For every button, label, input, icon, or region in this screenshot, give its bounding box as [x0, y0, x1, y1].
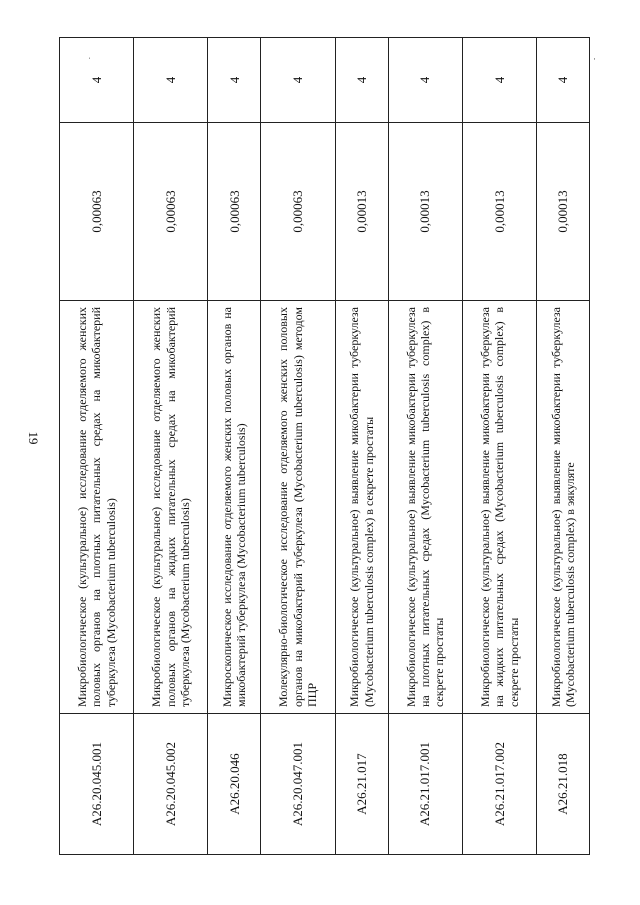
service-code: A26.21.017.002	[462, 714, 536, 855]
service-multiplicity: 4	[335, 38, 388, 123]
frequency-coefficient: 0,00013	[462, 123, 536, 301]
services-table	[59, 37, 590, 855]
service-code: A26.20.045.001	[60, 714, 134, 855]
table-row	[537, 38, 590, 855]
service-description: Микробиологическое (культуральное) исследование отделяемого женских половых органов на плотных питательных средах на микобактерий туберкулеза (Mycobacterium tuberculosis)	[60, 301, 134, 714]
table-row	[60, 38, 134, 855]
frequency-coefficient: 0,00063	[60, 123, 134, 301]
service-multiplicity: 4	[537, 38, 590, 123]
table-row	[208, 38, 261, 855]
table-row	[388, 38, 462, 855]
service-description: Микробиологическое (культуральное) исследование отделяемого женских половых органов на жидких питательных средах на микобактерий туберкулеза (Mycobacterium tuberculosis)	[134, 301, 208, 714]
service-description: Микробиологическое (культуральное) выявление микобактерии туберкулеза (Mycobacterium tuberculosis complex) в эякуляте	[537, 301, 590, 714]
frequency-coefficient: 0,00013	[537, 123, 590, 301]
service-description: Микробиологическое (культуральное) выявление микобактерии туберкулеза (Mycobacterium tuberculosis complex) в секрете простаты	[335, 301, 388, 714]
table-row	[261, 38, 335, 855]
service-code: A26.20.046	[208, 714, 261, 855]
service-multiplicity: 4	[208, 38, 261, 123]
table-row	[335, 38, 388, 855]
service-multiplicity: 4	[60, 38, 134, 123]
rotated-table-container	[59, 37, 590, 855]
service-multiplicity: 4	[462, 38, 536, 123]
table-row	[134, 38, 208, 855]
service-code: A26.21.017	[335, 714, 388, 855]
scan-speck: ˈ	[88, 56, 91, 66]
frequency-coefficient: 0,00063	[134, 123, 208, 301]
frequency-coefficient: 0,00013	[388, 123, 462, 301]
service-code: A26.21.017.001	[388, 714, 462, 855]
service-multiplicity: 4	[261, 38, 335, 123]
service-description: Микроскопическое исследование отделяемого женских половых органов на микобактерий туберкулеза (Mycobacterium tuberculosis)	[208, 301, 261, 714]
service-multiplicity: 4	[134, 38, 208, 123]
service-description: Микробиологическое (культуральное) выявление микобактерии туберкулеза на жидких питательных средах (Mycobacterium tuberculosis complex) в секрете простаты	[462, 301, 536, 714]
service-multiplicity: 4	[388, 38, 462, 123]
frequency-coefficient: 0,00063	[208, 123, 261, 301]
service-description: Молекулярно-биологическое исследование отделяемого женских половых органов на микобактерий туберкулеза (Mycobacterium tuberculosis) методом ПЦР	[261, 301, 335, 714]
frequency-coefficient: 0,00063	[261, 123, 335, 301]
frequency-coefficient: 0,00013	[335, 123, 388, 301]
service-code: A26.21.018	[537, 714, 590, 855]
scan-speck: ·	[593, 54, 596, 64]
page-number: 19	[26, 431, 41, 445]
table-row	[462, 38, 536, 855]
service-code: A26.20.047.001	[261, 714, 335, 855]
service-code: A26.20.045.002	[134, 714, 208, 855]
service-description: Микробиологическое (культуральное) выявление микобактерии туберкулеза на плотных питательных средах (Mycobacterium tuberculosis complex) в секрете простаты	[388, 301, 462, 714]
